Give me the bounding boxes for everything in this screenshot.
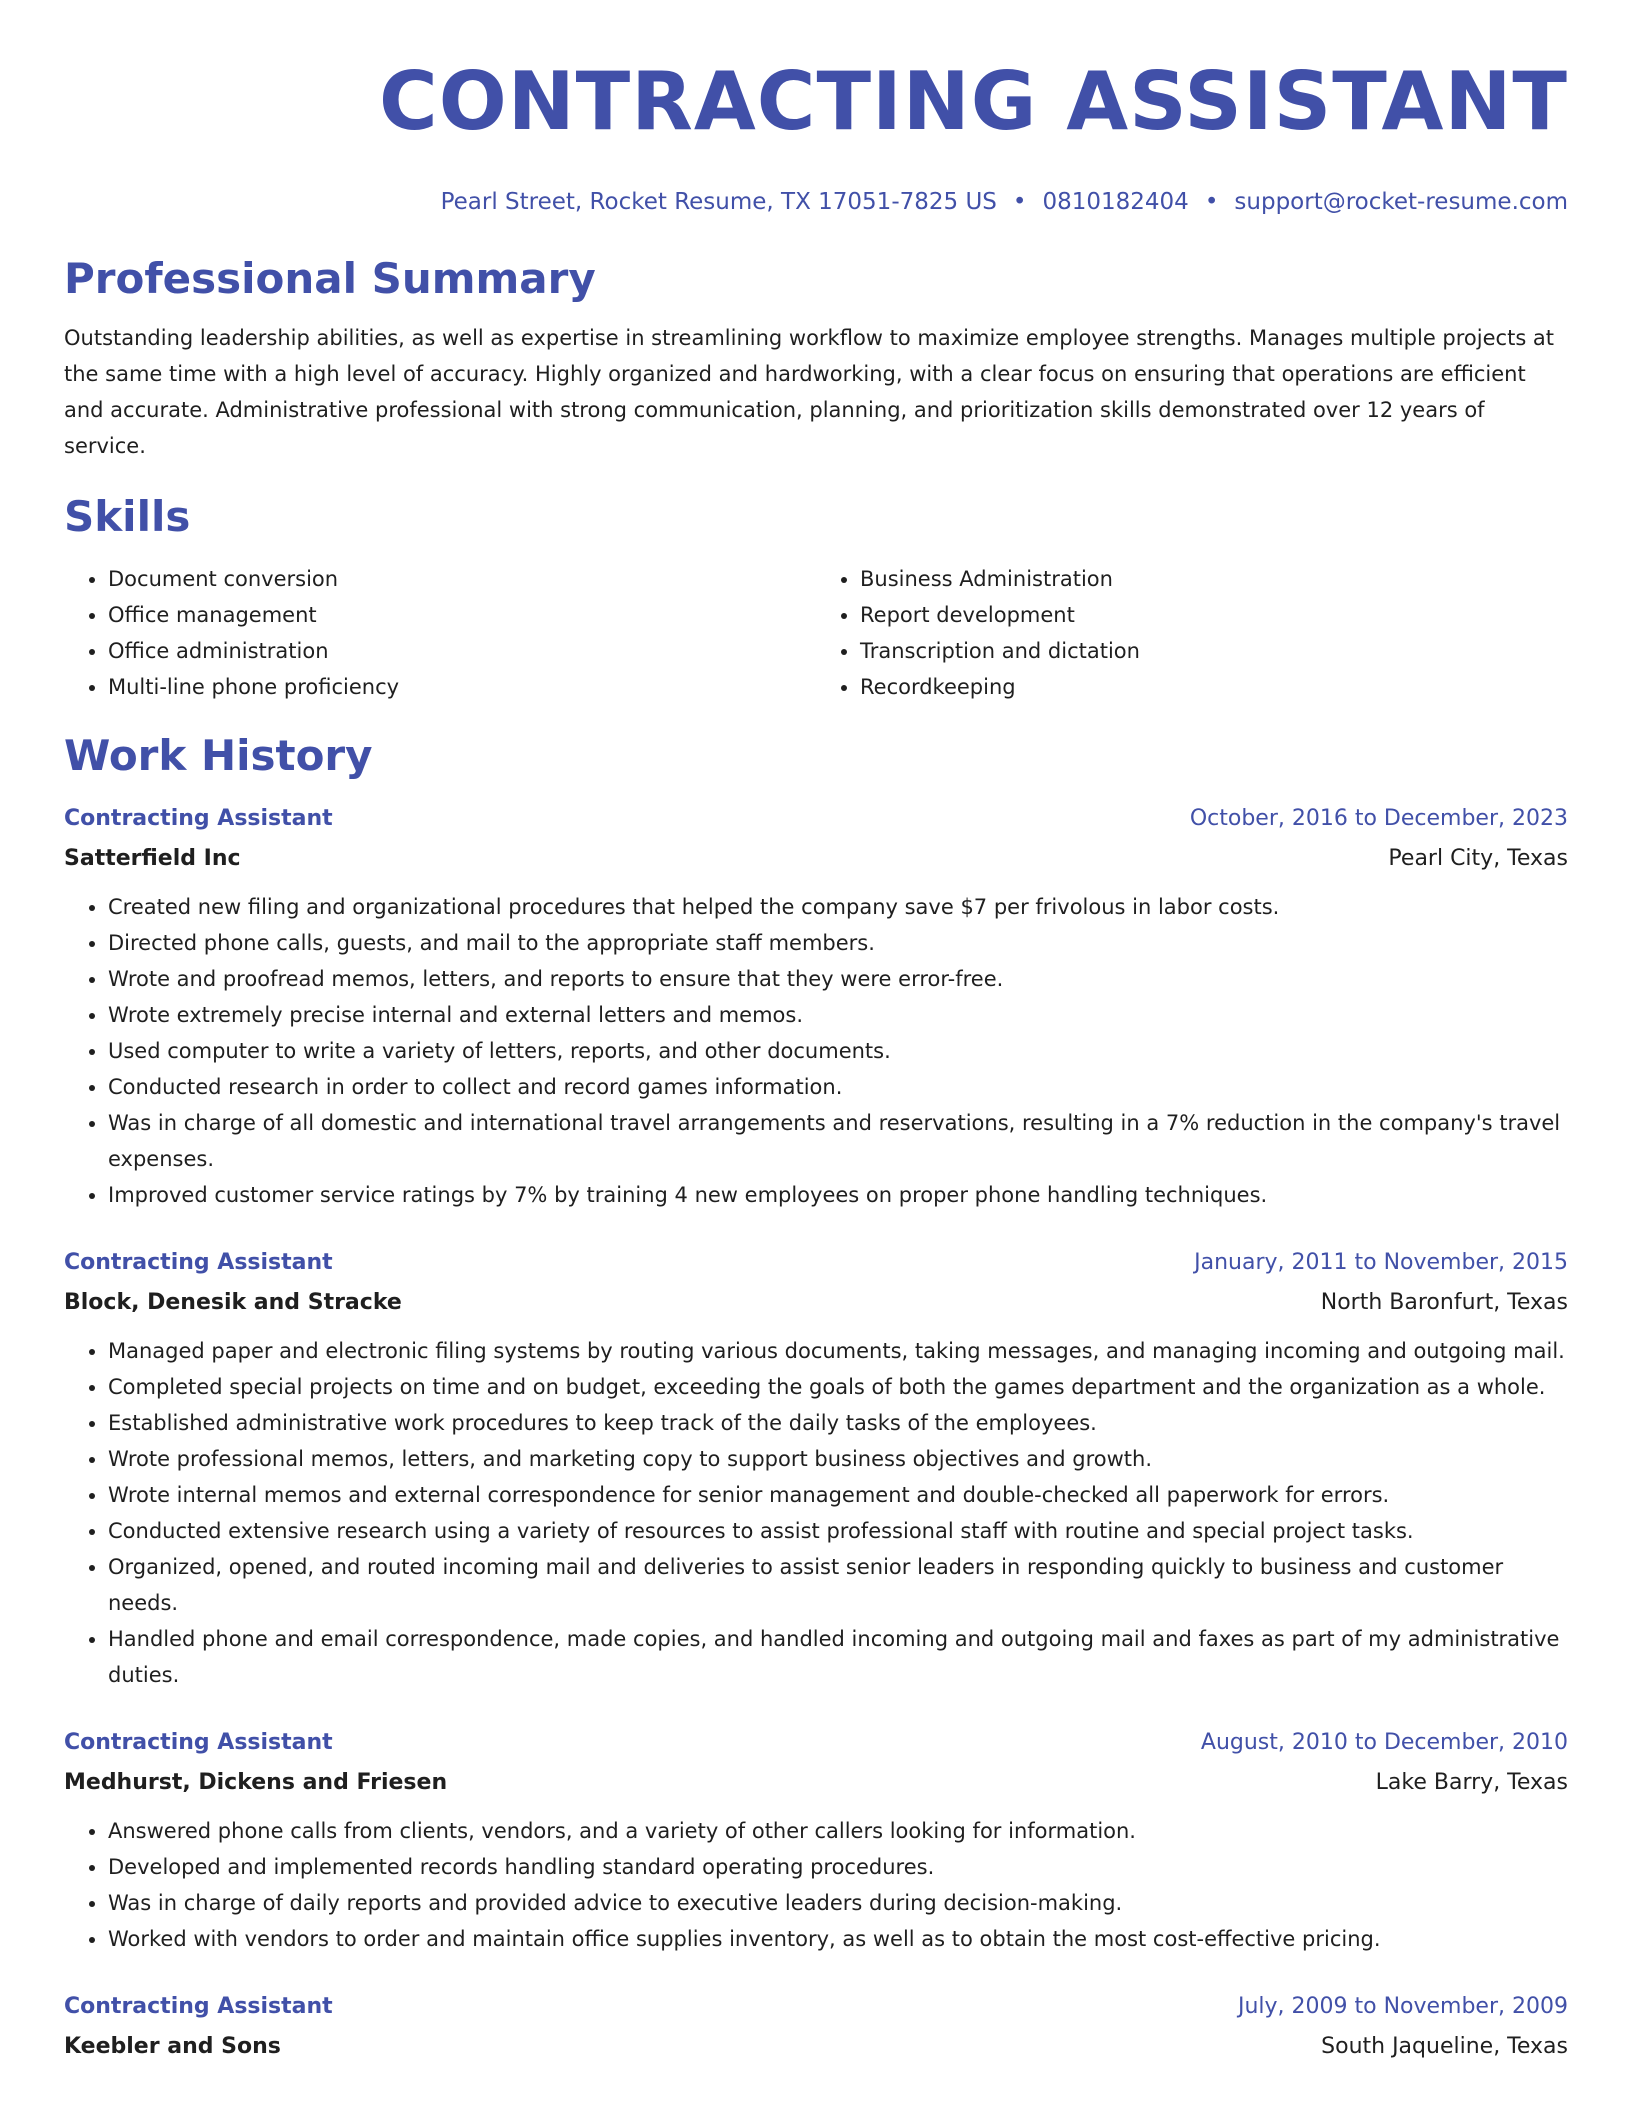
job-dates: July, 2009 to November, 2009	[1237, 1994, 1568, 2020]
job-entry	[64, 1243, 1568, 1693]
job-header-row	[64, 1243, 1568, 1283]
contact-email: support@rocket-resume.com	[1234, 189, 1568, 215]
skills-column-left	[64, 561, 816, 705]
contact-phone: 0810182404	[1042, 189, 1189, 215]
job-bullet: • Conducted extensive research using a variety of resources to assist professional staff with routine and special project tasks.	[108, 1513, 1568, 1549]
work-history-heading: Work History	[64, 730, 373, 780]
skill-item: • Multi-line phone proficiency	[108, 669, 816, 705]
job-bullet: • Wrote extremely precise internal and external letters and memos.	[108, 997, 1568, 1033]
job-company: Satterfield Inc	[64, 846, 241, 872]
job-company: Medhurst, Dickens and Friesen	[64, 1770, 448, 1796]
summary-heading: Professional Summary	[64, 254, 596, 303]
resume-title: CONTRACTING ASSISTANT	[378, 55, 1568, 148]
resume-page	[64, 0, 1568, 2067]
job-company: Keebler and Sons	[64, 2034, 281, 2060]
job-role: Contracting Assistant	[64, 806, 333, 832]
skill-item: • Document conversion	[108, 561, 816, 597]
job-bullet: • Managed paper and electronic filing systems by routing various documents, taking messages, and managing incoming and outgoing mail.	[108, 1333, 1568, 1369]
job-bullets	[64, 1333, 1568, 1693]
separator-dot: •	[1204, 189, 1219, 215]
job-header-row	[64, 799, 1568, 839]
skills-heading: Skills	[64, 492, 191, 542]
job-location: North Baronfurt, Texas	[1320, 1290, 1568, 1316]
skill-item: • Business Administration	[860, 561, 1568, 597]
job-company: Block, Denesik and Stracke	[64, 1290, 402, 1316]
summary-text: Outstanding leadership abilities, as well as expertise in streamlining workflow to maximize employee strengths. Manages multiple projects at the same time with a high level of accuracy. Highly organized and hardworking, with a clear focus on ensuring that operations are efficient and accurate. Administrative professional with strong communication, planning, and prioritization skills demonstrated over 12 years of service.	[64, 326, 1555, 459]
job-bullet: • Developed and implemented records handling standard operating procedures.	[108, 1849, 1568, 1885]
job-bullet: • Handled phone and email correspondence, made copies, and handled incoming and outgoing mail and faxes as part of my administrative duties.	[108, 1621, 1568, 1693]
job-bullet: • Completed special projects on time and on budget, exceeding the goals of both the games department and the organization as a whole.	[108, 1369, 1568, 1405]
job-bullet: • Established administrative work procedures to keep track of the daily tasks of the employees.	[108, 1405, 1568, 1441]
job-company-row	[64, 1283, 1568, 1323]
job-bullet: • Answered phone calls from clients, vendors, and a variety of other callers looking for information.	[108, 1813, 1568, 1849]
job-location: Pearl City, Texas	[1388, 846, 1568, 872]
skills-column-right	[816, 561, 1568, 705]
job-bullet: • Wrote professional memos, letters, and marketing copy to support business objectives and growth.	[108, 1441, 1568, 1477]
job-bullet: • Conducted research in order to collect and record games information.	[108, 1069, 1568, 1105]
job-bullet: • Worked with vendors to order and maintain office supplies inventory, as well as to obtain the most cost-effective pricing.	[108, 1921, 1568, 1957]
job-role: Contracting Assistant	[64, 1730, 333, 1756]
job-bullets	[64, 889, 1568, 1213]
job-location: Lake Barry, Texas	[1375, 1770, 1568, 1796]
job-entry	[64, 1987, 1568, 2067]
job-bullets	[64, 1813, 1568, 1957]
job-entry	[64, 799, 1568, 1213]
job-role: Contracting Assistant	[64, 1250, 333, 1276]
job-dates: January, 2011 to November, 2015	[1194, 1250, 1568, 1276]
skill-item: • Office management	[108, 597, 816, 633]
skill-item: • Office administration	[108, 633, 816, 669]
job-bullet: • Used computer to write a variety of letters, reports, and other documents.	[108, 1033, 1568, 1069]
job-header-row	[64, 1723, 1568, 1763]
job-bullet: • Directed phone calls, guests, and mail to the appropriate staff members.	[108, 925, 1568, 961]
separator-dot: •	[1012, 189, 1027, 215]
job-dates: August, 2010 to December, 2010	[1200, 1730, 1568, 1756]
skill-item: • Recordkeeping	[860, 669, 1568, 705]
job-company-row	[64, 2027, 1568, 2067]
job-header-row	[64, 1987, 1568, 2027]
job-bullet: • Wrote and proofread memos, letters, and reports to ensure that they were error-free.	[108, 961, 1568, 997]
job-bullet: • Was in charge of all domestic and international travel arrangements and reservations, resulting in a 7% reduction in the company's travel expenses.	[108, 1105, 1568, 1177]
job-location: South Jaqueline, Texas	[1321, 2034, 1568, 2060]
skill-item: • Report development	[860, 597, 1568, 633]
skills-list	[64, 561, 1568, 705]
job-bullet: • Wrote internal memos and external correspondence for senior management and double-checked all paperwork for errors.	[108, 1477, 1568, 1513]
job-company-row	[64, 1763, 1568, 1803]
skill-item: • Transcription and dictation	[860, 633, 1568, 669]
job-company-row	[64, 839, 1568, 879]
contact-line	[64, 186, 1568, 218]
job-bullet: • Improved customer service ratings by 7% by training 4 new employees on proper phone handling techniques.	[108, 1177, 1568, 1213]
job-entry	[64, 1723, 1568, 1957]
job-bullet: • Created new filing and organizational procedures that helped the company save $7 per frivolous in labor costs.	[108, 889, 1568, 925]
job-bullet: • Organized, opened, and routed incoming mail and deliveries to assist senior leaders in responding quickly to business and customer needs.	[108, 1549, 1568, 1621]
contact-address: Pearl Street, Rocket Resume, TX 17051-7825 US	[440, 189, 997, 215]
job-bullet: • Was in charge of daily reports and provided advice to executive leaders during decision-making.	[108, 1885, 1568, 1921]
job-role: Contracting Assistant	[64, 1994, 333, 2020]
job-dates: October, 2016 to December, 2023	[1189, 806, 1568, 832]
